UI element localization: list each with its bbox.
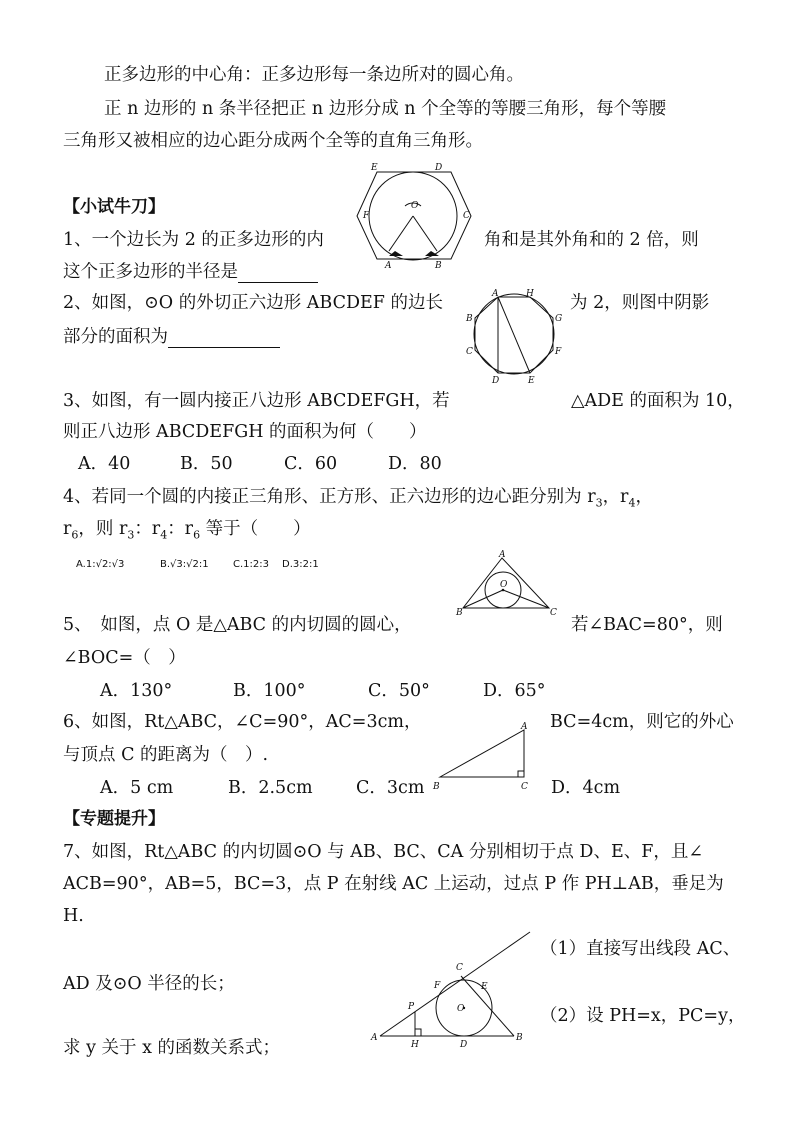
q7-line-b: ACB=90°，AB=5，BC=3，点 P 在射线 AC 上运动，过点 P 作 PH⊥AB，垂足为 [63, 874, 724, 894]
q1-answer-blank[interactable] [238, 264, 318, 283]
q7-label-e: E [481, 982, 488, 992]
q7-label-p: P [408, 1002, 415, 1012]
tri-label-c: C [550, 608, 557, 618]
q7-line-d: （1）直接写出线段 AC、 [540, 939, 741, 959]
q4-sub-4b: 4 [160, 528, 168, 542]
q6-option-a[interactable]: A．5 cm [100, 778, 174, 798]
q7-label-a: A [371, 1033, 378, 1043]
tri-label-o: O [500, 580, 508, 590]
q3-option-b[interactable]: B．50 [180, 454, 233, 474]
intro-line-3: 三角形又被相应的边心距分成两个全等的直角三角形。 [63, 131, 483, 151]
q7-label-h: H [411, 1040, 419, 1050]
right-triangle-figure [430, 720, 540, 795]
tri-label-a: A [499, 550, 506, 560]
hex-label-e: E [371, 163, 378, 173]
q3-line-c: 则正八边形 ABCDEFGH 的面积为何（ ） [63, 422, 427, 442]
q5-line-a: 5、 如图，点 O 是△ABC 的内切圆的圆心， [63, 615, 412, 635]
q4-line-a3: ， [635, 487, 653, 507]
q7-label-f: F [434, 981, 441, 991]
q7-line-a: 7、如图，Rt△ABC 的内切圆⊙O 与 AB、BC、CA 分别相切于点 D、E、F，且∠ [63, 842, 704, 862]
oct-label-e: E [528, 376, 535, 386]
hex-label-a: A [385, 261, 392, 271]
q2-line-b: 为 2，则图中阴影 [570, 293, 710, 313]
q7-label-d: D [460, 1040, 468, 1050]
q5-option-d[interactable]: D．65° [483, 681, 546, 701]
q6-option-b[interactable]: B．2.5cm [228, 778, 313, 798]
q4-sub-3b: 3 [127, 528, 135, 542]
q7-label-o: O [457, 1004, 465, 1014]
q4-line-b4: ：r [167, 519, 194, 539]
q6-line-a: 6、如图，Rt△ABC，∠C=90°，AC=3cm， [63, 712, 422, 732]
q2-line-c-text: 部分的面积为 [63, 327, 168, 347]
hex-label-d: D [435, 163, 443, 173]
q1-line-a: 1、一个边长为 2 的正多边形的内 [63, 230, 324, 250]
q5-option-a[interactable]: A．130° [100, 681, 173, 701]
q4-line-b2: ，则 r [78, 519, 128, 539]
q1-line-b: 角和是其外角和的 2 倍，则 [484, 230, 699, 250]
section-heading-advanced: 【专题提升】 [63, 809, 165, 829]
oct-label-d: D [492, 376, 500, 386]
q2-answer-blank[interactable] [168, 329, 280, 348]
q4-line-b1: r [63, 519, 72, 539]
q4-line-a1: 4、若同一个圆的内接正三角形、正方形、正六边形的边心距分别为 r [63, 487, 596, 507]
q3-option-a[interactable]: A．40 [78, 454, 131, 474]
q5-line-b: 若∠BAC=80°，则 [571, 615, 723, 635]
intro-line-1: 正多边形的中心角：正多边形每一条边所对的圆心角。 [104, 65, 524, 85]
q6-option-d[interactable]: D．4cm [551, 778, 621, 798]
q2-line-a: 2、如图，⊙O 的外切正六边形 ABCDEF 的边长 [63, 293, 443, 313]
oct-label-b: B [466, 314, 473, 324]
q4-option-c[interactable]: C.1:2:3 [233, 559, 269, 570]
q7-incircle-figure [370, 928, 540, 1050]
oct-label-c: C [466, 347, 473, 357]
tri-label-b: B [456, 608, 463, 618]
q4-sub-3a: 3 [595, 496, 603, 510]
hex-label-o: O [411, 201, 419, 211]
q4-sub-6a: 6 [71, 528, 79, 542]
oct-label-a: A [492, 289, 499, 299]
q4-line-a [63, 486, 653, 515]
q7-label-b: B [516, 1033, 523, 1043]
rt-label-c: C [521, 782, 528, 792]
q5-option-c[interactable]: C．50° [368, 681, 430, 701]
hex-label-b: B [435, 261, 442, 271]
q5-option-b[interactable]: B．100° [233, 681, 306, 701]
rt-label-b: B [433, 782, 440, 792]
q7-line-f: （2）设 PH=x，PC=y， [540, 1006, 746, 1026]
q7-label-c: C [456, 963, 463, 973]
q4-sub-6b: 6 [193, 528, 201, 542]
oct-label-g: G [555, 314, 563, 324]
q1-line-c [63, 261, 318, 283]
rt-label-a: A [521, 722, 528, 732]
hexagon-circle-figure [355, 160, 475, 270]
q3-option-d[interactable]: D．80 [388, 454, 442, 474]
q2-line-c [63, 326, 280, 348]
hex-label-f: F [363, 211, 370, 221]
q4-line-b [63, 518, 311, 547]
q7-line-e: AD 及⊙O 半径的长； [63, 974, 235, 994]
q5-line-c: ∠BOC=（ ） [63, 648, 186, 668]
oct-label-f: F [555, 347, 562, 357]
q4-option-a[interactable]: A.1:√2:√3 [76, 559, 125, 570]
q4-line-a2: ，r [602, 487, 629, 507]
section-heading-practice: 【小试牛刀】 [63, 197, 165, 217]
q1-line-c-text: 这个正多边形的半径是 [63, 262, 238, 282]
q4-line-b5: 等于（ ） [200, 519, 311, 539]
q3-line-a: 3、如图，有一圆内接正八边形 ABCDEFGH，若 [63, 391, 450, 411]
q6-line-b: BC=4cm，则它的外心 [550, 712, 734, 732]
q6-option-c[interactable]: C．3cm [356, 778, 425, 798]
incircle-triangle-figure [455, 550, 565, 620]
q7-line-c: H. [63, 906, 84, 926]
q4-sub-4a: 4 [628, 496, 636, 510]
hex-label-c: C [463, 211, 470, 221]
q4-option-d[interactable]: D.3:2:1 [282, 559, 319, 570]
q3-option-c[interactable]: C．60 [284, 454, 338, 474]
octagon-circle-figure [462, 288, 572, 388]
oct-label-h: H [526, 289, 534, 299]
q7-line-g: 求 y 关于 x 的函数关系式； [63, 1038, 281, 1058]
q4-option-b[interactable]: B.√3:√2:1 [160, 559, 209, 570]
q6-line-c: 与顶点 C 的距离为（ ）. [63, 745, 269, 765]
q3-line-b: △ADE 的面积为 10， [571, 391, 745, 411]
intro-line-2: 正 n 边形的 n 条半径把正 n 边形分成 n 个全等的等腰三角形，每个等腰 [104, 99, 667, 119]
q4-line-b3: ：r [134, 519, 161, 539]
